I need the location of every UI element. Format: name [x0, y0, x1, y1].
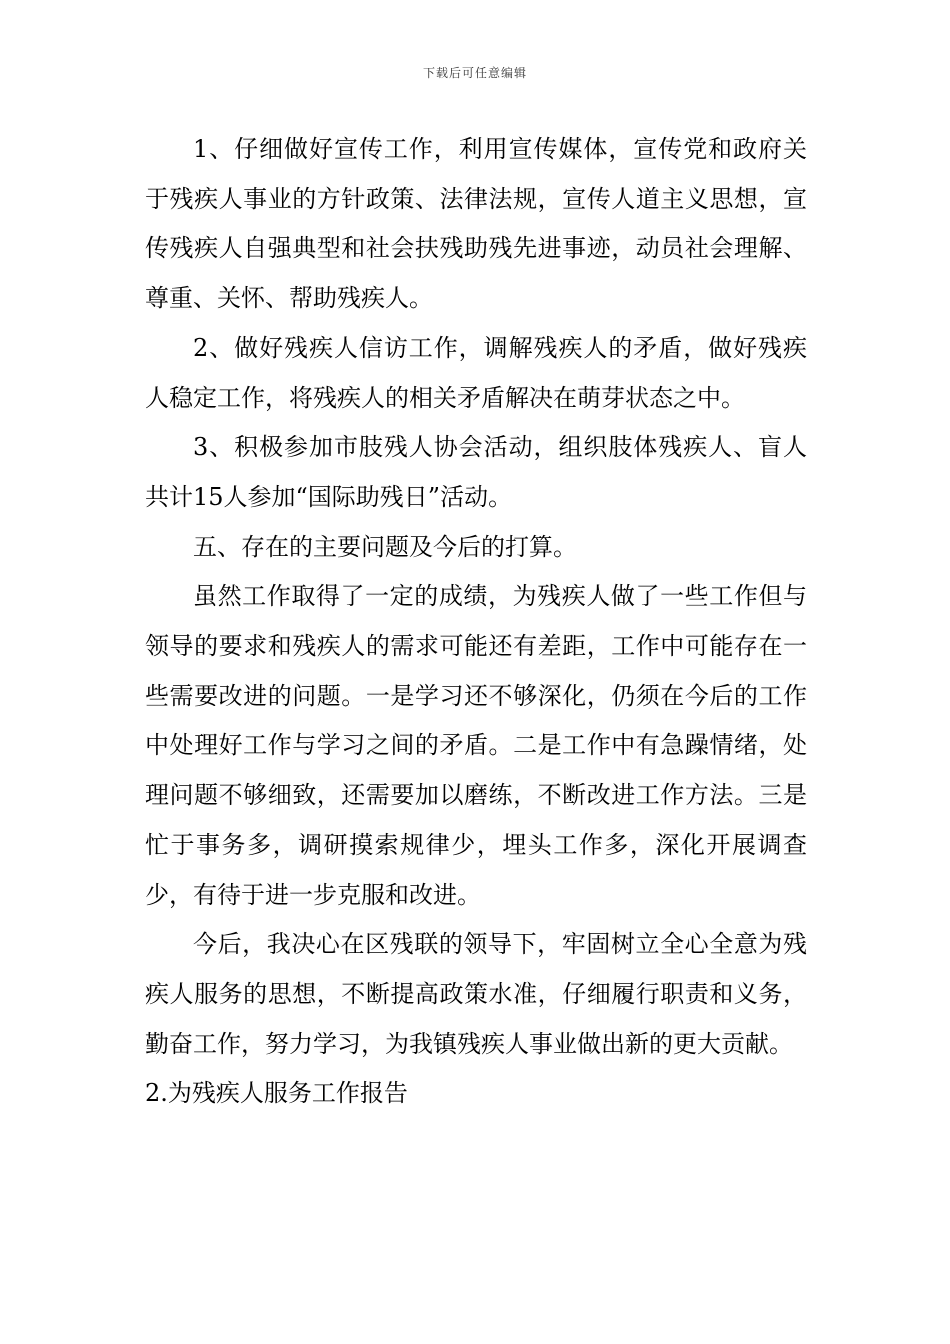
- document-body: [145, 125, 807, 1119]
- section-heading-problems: 五、存在的主要问题及今后的打算。: [193, 532, 577, 561]
- document-section-title: 2.为残疾人服务工作报告: [145, 1079, 408, 1108]
- paragraph-problems: 虽然工作取得了一定的成绩，为残疾人做了一些工作但与领导的要求和残疾人的需求可能还有差距，工作中可能存在一些需要改进的问题。一是学习还不够深化，仍须在今后的工作中处理好工作与学习之间的矛盾。二是工作中有急躁情绪，处理问题不够细致，还需要加以磨练，不断改进工作方法。三是忙于事务多，调研摸索规律少，埋头工作多，深化开展调查少，有待于进一步克服和改进。: [145, 582, 807, 909]
- paragraph-future-plans: 今后，我决心在区残联的领导下，牢固树立全心全意为残疾人服务的思想，不断提高政策水准，仔细履行职责和义务，勤奋工作，努力学习，为我镇残疾人事业做出新的更大贡献。: [145, 930, 807, 1058]
- page-header: 下载后可任意编辑: [422, 66, 527, 80]
- paragraph-publicity-work: 1、仔细做好宣传工作，利用宣传媒体，宣传党和政府关于残疾人事业的方针政策、法律法规，宣传人道主义思想，宣传残疾人自强典型和社会扶残助残先进事迹，动员社会理解、尊重、关怀、帮助残疾人。: [145, 135, 807, 313]
- paragraph-association-activities: 3、积极参加市肢残人协会活动，组织肢体残疾人、盲人共计15人参加“国际助残日”活动。: [145, 433, 807, 511]
- paragraph-petition-work: 2、做好残疾人信访工作，调解残疾人的矛盾，做好残疾人稳定工作，将残疾人的相关矛盾解决在萌芽状态之中。: [145, 333, 807, 412]
